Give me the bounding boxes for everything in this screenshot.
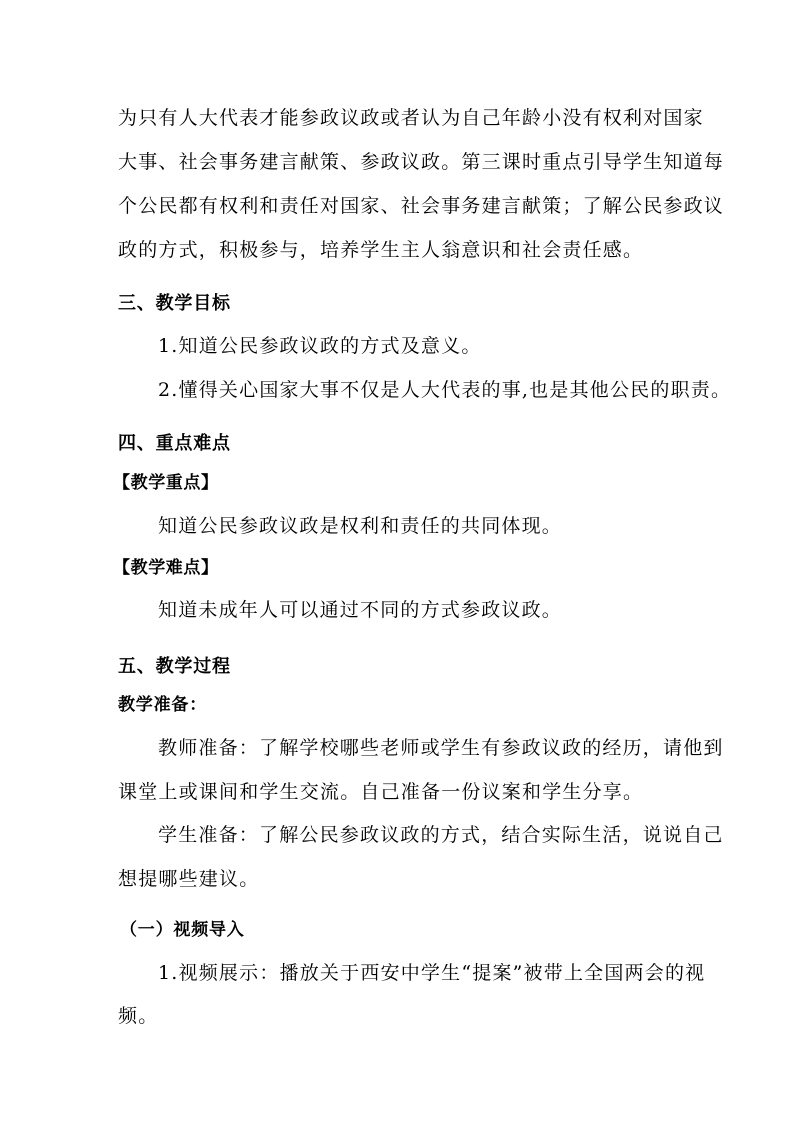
intro-paragraph-line: 政的方式，积极参与，培养学生主人翁意识和社会责任感。: [118, 239, 644, 261]
section-heading-objectives: 三、教学目标: [118, 293, 231, 314]
student-prep-line: 学生准备：了解公民参政议政的方式，结合实际生活，说说自己: [158, 824, 724, 846]
intro-paragraph-line: 为只有人大代表才能参政议政或者认为自己年龄小没有权利对国家: [118, 107, 704, 129]
key-point-text: 知道公民参政议政是权利和责任的共同体现。: [158, 515, 563, 537]
teacher-prep-line: 教师准备：了解学校哪些老师或学生有参政议政的经历，请他到: [158, 737, 724, 759]
teacher-prep-line: 课堂上或课间和学生交流。自己准备一份议案和学生分享。: [118, 781, 644, 803]
video-intro-item: 频。: [118, 1005, 159, 1027]
objective-item: 1.知道公民参政议政的方式及意义。: [158, 335, 482, 357]
video-intro-item: 1.视频展示：播放关于西安中学生“提案”被带上全国两会的视: [158, 962, 706, 984]
preparation-label: 教学准备：: [118, 695, 207, 715]
subsection-heading-video-intro: （一）视频导入: [120, 920, 245, 940]
difficult-point-label: 【教学难点】: [113, 558, 219, 578]
key-point-label: 【教学重点】: [113, 473, 219, 493]
section-heading-process: 五、教学过程: [118, 656, 231, 677]
intro-paragraph-line: 大事、社会事务建言献策、参政议政。第三课时重点引导学生知道每: [118, 151, 725, 173]
objective-item: 2.懂得关心国家大事不仅是人大代表的事,也是其他公民的职责。: [158, 379, 732, 401]
intro-paragraph-line: 个公民都有权利和责任对国家、社会事务建言献策；了解公民参政议: [118, 195, 725, 217]
section-heading-key-points: 四、重点难点: [118, 433, 231, 454]
difficult-point-text: 知道未成年人可以通过不同的方式参政议政。: [158, 599, 563, 621]
student-prep-line: 想提哪些建议。: [118, 868, 260, 890]
